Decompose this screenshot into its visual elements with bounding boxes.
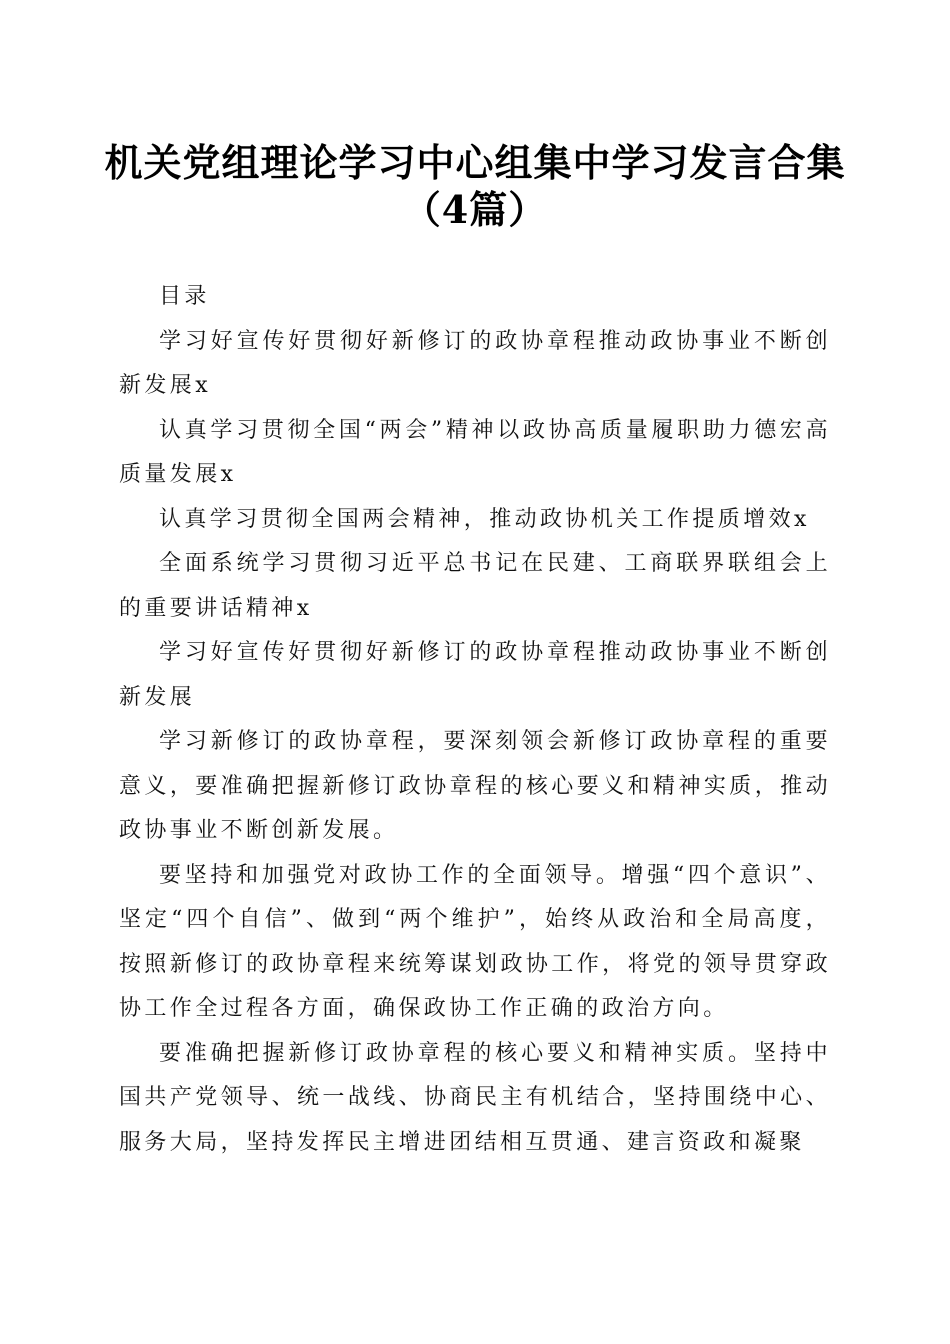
toc-item[interactable]: 全面系统学习贯彻习近平总书记在民建、工商联界联组会上的重要讲话精神x xyxy=(119,551,831,621)
toc-item[interactable]: 认真学习贯彻全国“两会”精神以政协高质量履职助力德宏高质量发展x xyxy=(119,417,831,487)
document-title-count: （4篇） xyxy=(402,187,548,232)
toc-heading: 目录 xyxy=(159,284,210,309)
body-paragraph: 要坚持和加强党对政协工作的全面领导。增强“四个意识”、坚定“四个自信”、做到“两个维护”，始终从政治和全局高度，按照新修订的政协章程来统筹谋划政协工作，将党的领导贯穿政协工作全过程各方面，确保政协工作正确的政治方向。 xyxy=(119,862,831,1021)
document-body xyxy=(119,275,831,1165)
document-title: 机关党组理论学习中心组集中学习发言合集 xyxy=(104,140,846,185)
body-paragraph: 要准确把握新修订政协章程的核心要义和精神实质。坚持中国共产党领导、统一战线、协商民主有机结合，坚持围绕中心、服务大局，坚持发挥民主增进团结相互贯通、建言资政和凝聚 xyxy=(119,1040,831,1155)
toc-item[interactable]: 认真学习贯彻全国两会精神，推动政协机关工作提质增效x xyxy=(159,506,810,532)
section-title: 学习好宣传好贯彻好新修订的政协章程推动政协事业不断创新发展 xyxy=(119,640,831,710)
body-paragraph: 学习新修订的政协章程，要深刻领会新修订政协章程的重要意义，要准确把握新修订政协章程的核心要义和精神实质，推动政协事业不断创新发展。 xyxy=(119,729,831,843)
toc-item[interactable]: 学习好宣传好贯彻好新修订的政协章程推动政协事业不断创新发展x xyxy=(119,328,831,398)
